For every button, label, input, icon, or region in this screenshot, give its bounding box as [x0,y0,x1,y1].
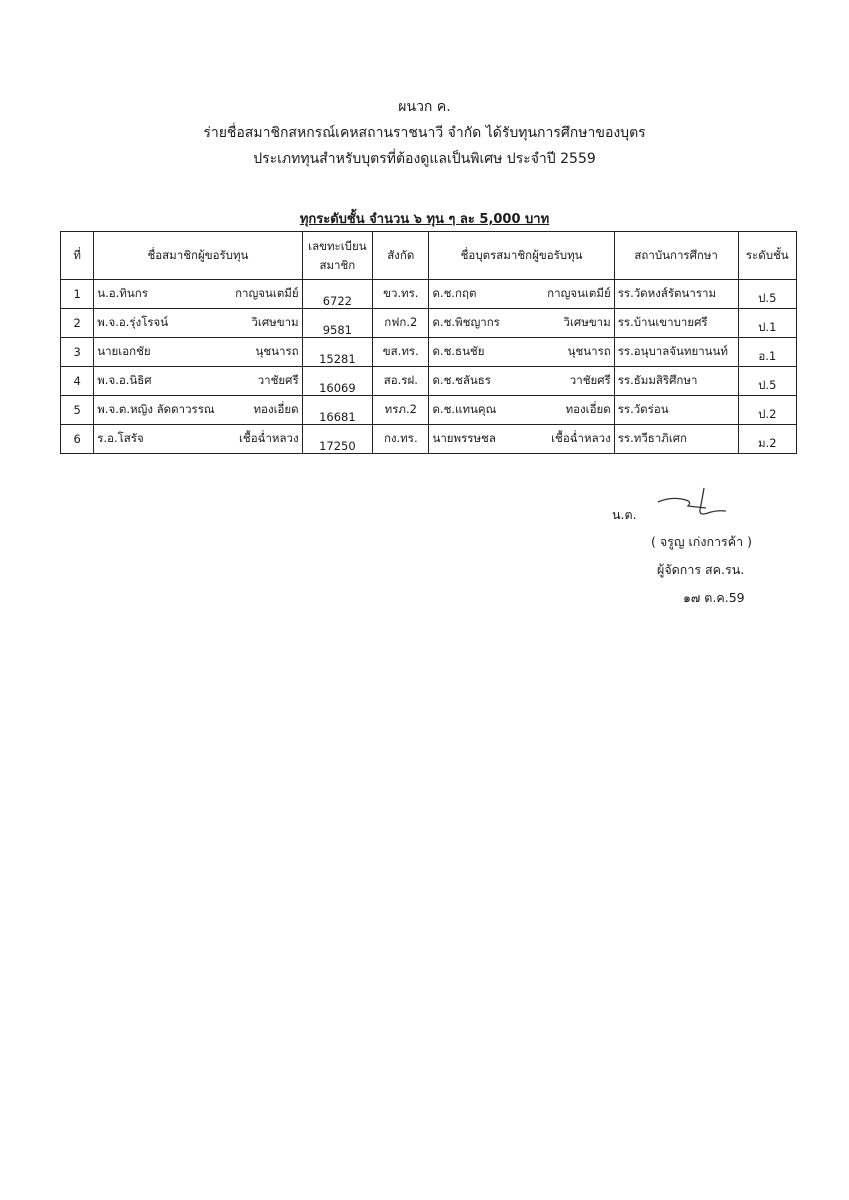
child-last-name: วาชัยศรี [569,373,611,387]
table-row [61,396,797,425]
cell-member-id: 16681 [302,396,372,425]
cell-no: 4 [61,367,94,396]
signatory-name: ( จรูญ เก่งการค้า ) [651,534,752,549]
cell-level: ป.1 [738,309,796,338]
table-row [61,338,797,367]
member-last-name: เชื้อฉ่ำหลวง [238,431,299,445]
scholarship-summary-text: ทุกระดับชั้น จำนวน ๖ ทุน ๆ ละ 5,000 บาท [299,212,550,227]
cell-member-id: 6722 [302,280,372,309]
col-header-member-id: เลขทะเบียนสมาชิก [302,232,372,280]
child-first-name: ด.ช.แทนคุณ [432,402,497,416]
document-title: ร่ายชื่อสมาชิกสหกรณ์เคหสถานราชนาวี จำกัด ได้รับทุนการศึกษาของบุตร [203,125,646,141]
member-last-name: กาญจนเตมีย์ [235,286,299,300]
col-header-school: สถาบันการศึกษา [614,232,738,280]
member-first-name: พ.จ.อ.รุ่งโรจน์ [97,315,169,329]
child-last-name: ทองเอี่ยด [565,402,611,416]
cell-member-name [94,280,302,309]
cell-school: รร.อนุบาลจันทยานนท์ [614,338,738,367]
cell-level: ป.2 [738,396,796,425]
member-first-name: นายเอกชัย [97,344,151,358]
cell-unit: ขว.ทร. [373,280,429,309]
cell-child-name [429,425,614,454]
cell-unit: ทรภ.2 [373,396,429,425]
cell-member-name [94,309,302,338]
cell-member-id: 15281 [302,338,372,367]
member-first-name: พ.จ.อ.นิธิศ [97,373,152,387]
col-header-no: ที่ [61,232,94,280]
scholarship-summary [0,208,849,229]
cell-level: อ.1 [738,338,796,367]
member-last-name: วาชัยศรี [257,373,299,387]
cell-school: รร.ธัมมสิริศึกษา [614,367,738,396]
table-row [61,280,797,309]
cell-school: รร.ทวีธาภิเศก [614,425,738,454]
cell-member-id: 9581 [302,309,372,338]
cell-level: ม.2 [738,425,796,454]
cell-member-name [94,425,302,454]
cell-member-id: 16069 [302,367,372,396]
cell-child-name [429,396,614,425]
member-last-name: วิเศษขาม [251,315,299,329]
child-first-name: ด.ช.ชลันธร [432,373,491,387]
cell-level: ป.5 [738,280,796,309]
col-header-level: ระดับชั้น [738,232,796,280]
cell-level: ป.5 [738,367,796,396]
cell-member-id: 17250 [302,425,372,454]
appendix-label: ผนวก ค. [398,99,451,115]
table-row [61,425,797,454]
cell-no: 2 [61,309,94,338]
child-last-name: วิเศษขาม [563,315,611,329]
member-last-name: ทองเอี่ยด [253,402,299,416]
signature-date: ๑๗ ต.ค.59 [683,590,745,605]
cell-member-name [94,367,302,396]
cell-child-name [429,309,614,338]
cell-school: รร.วัดหงส์รัตนาราม [614,280,738,309]
col-header-member-name: ชื่อสมาชิกผู้ขอรับทุน [94,232,302,280]
member-first-name: พ.จ.ต.หญิง ลัดดาวรรณ [97,402,215,416]
child-last-name: กาญจนเตมีย์ [547,286,611,300]
child-last-name: นุชนารถ [567,344,611,358]
cell-child-name [429,367,614,396]
signatory-position: ผู้จัดการ สค.รน. [657,562,745,577]
member-first-name: น.อ.ทินกร [97,286,148,300]
cell-child-name [429,280,614,309]
cell-member-name [94,396,302,425]
cell-no: 6 [61,425,94,454]
child-first-name: ด.ช.ธนชัย [432,344,485,358]
cell-school: รร.วัดร่อน [614,396,738,425]
member-first-name: ร.อ.โสรัจ [97,431,144,445]
cell-no: 3 [61,338,94,367]
cell-no: 1 [61,280,94,309]
cell-unit: กฟก.2 [373,309,429,338]
child-last-name: เชื้อฉ่ำหลวง [551,431,611,445]
table-row [61,367,797,396]
cell-unit: สอ.รฝ. [373,367,429,396]
cell-school: รร.บ้านเขาบายศรี [614,309,738,338]
scholarship-table [60,231,797,454]
cell-member-name [94,338,302,367]
child-first-name: นายพรรษชล [432,431,496,445]
cell-unit: ขส.ทร. [373,338,429,367]
col-header-unit: สังกัด [373,232,429,280]
child-first-name: ด.ช.พิชญากร [432,315,500,329]
signature-rank: น.ต. [612,507,637,522]
handwritten-signature [652,480,742,530]
cell-unit: กง.ทร. [373,425,429,454]
table-row [61,309,797,338]
member-last-name: นุชนารถ [255,344,299,358]
cell-no: 5 [61,396,94,425]
child-first-name: ด.ช.กฤต [432,286,477,300]
document-subtitle: ประเภททุนสำหรับบุตรที่ต้องดูแลเป็นพิเศษ ประจำปี 2559 [253,151,596,167]
table-header-row [61,232,797,280]
col-header-child-name: ชื่อบุตรสมาชิกผู้ขอรับทุน [429,232,614,280]
cell-child-name [429,338,614,367]
